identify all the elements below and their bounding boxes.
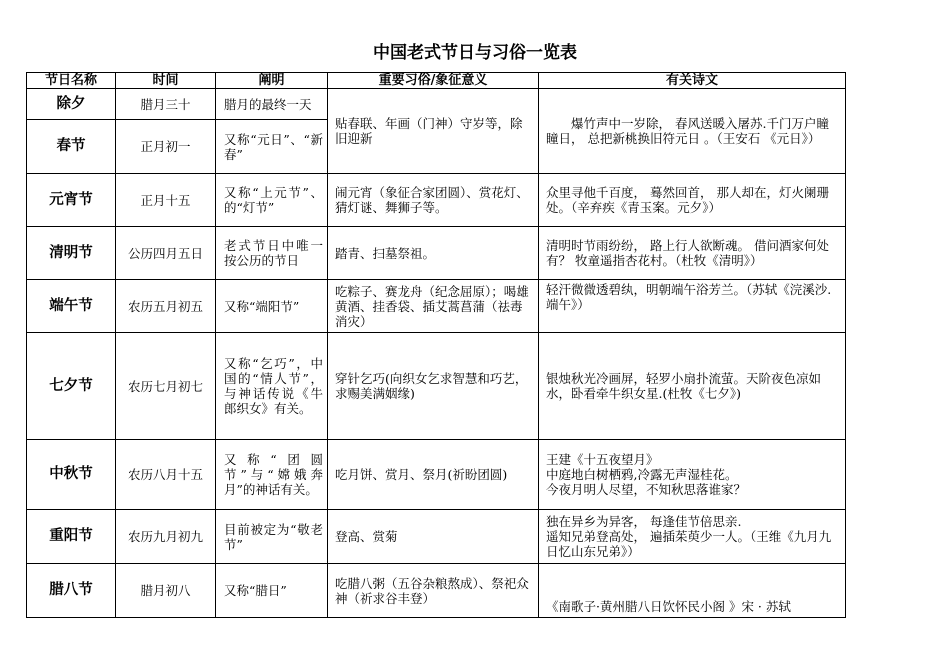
festival-time: 正月十五 [116, 174, 216, 227]
poem-line: 轻汗微微透碧纨，明朝端午浴芳兰。（苏轼《浣溪沙.端午》） [546, 282, 832, 312]
festival-desc: 又称“团圆节”与“嫦娥奔月”的神话有关。 [216, 440, 328, 510]
table-row [27, 280, 846, 333]
table-header-row [27, 73, 846, 89]
festival-poem [539, 174, 846, 227]
poem-line: 众里寻他千百度， 蓦然回首， 那人却在，灯火阑珊处。（辛弃疾《青玉案。元夕》） [546, 185, 829, 215]
festival-custom: 吃腊八粥（五谷杂粮熬成）、祭祀众神（祈求谷丰登） [328, 564, 539, 618]
festival-time: 腊月初八 [116, 564, 216, 618]
festival-desc: 腊月的最终一天 [216, 89, 328, 120]
table-row [27, 510, 846, 564]
table-row [27, 333, 846, 440]
festival-name: 除夕 [27, 89, 116, 120]
festival-desc: 又称“上元节”、的“灯节” [216, 174, 328, 227]
poem-line: 清明时节雨纷纷， 路上行人欲断魂。 借问酒家何处有？ 牧童遥指杏花村。（杜牧《清明》） [546, 238, 829, 268]
header-name: 节日名称 [27, 73, 116, 89]
festival-custom: 穿针乞巧(向织女乞求智慧和巧艺，求赐美满姻缘) [328, 333, 539, 440]
festival-name: 端午节 [27, 280, 116, 333]
festival-poem [539, 280, 846, 333]
page-title: 中国老式节日与习俗一览表 [373, 43, 577, 63]
festival-name: 重阳节 [27, 510, 116, 564]
festival-name: 春节 [27, 120, 116, 174]
festival-poem [539, 510, 846, 564]
table-row [27, 440, 846, 510]
festival-time: 农历五月初五 [116, 280, 216, 333]
table-row [27, 89, 846, 120]
poem-line: 今夜月明人尽望，不知秋思落谁家？ [546, 482, 747, 497]
festival-poem [539, 227, 846, 280]
festival-custom: 吃粽子、赛龙舟（纪念屈原）；喝雄黄酒、挂香袋、插艾蒿菖蒲（祛毒消灾） [328, 280, 539, 333]
festival-custom: 踏青、扫墓祭祖。 [328, 227, 539, 280]
header-desc: 阐明 [216, 73, 328, 89]
header-custom: 重要习俗/象征意义 [328, 73, 539, 89]
festival-poem [539, 564, 846, 618]
festival-desc: 老式节日中唯一按公历的节日 [216, 227, 328, 280]
poem-line: 遥知兄弟登高处， 遍插茱萸少一人。（王维《九月九日忆山东兄弟》） [546, 529, 832, 559]
table-row [27, 227, 846, 280]
festival-poem [539, 89, 846, 174]
header-poem: 有关诗文 [539, 73, 846, 89]
festival-time: 腊月三十 [116, 89, 216, 120]
festival-time: 正月初一 [116, 120, 216, 174]
poem-line: 独在异乡为异客， 每逢佳节倍思亲. [546, 514, 742, 529]
festival-desc: 目前被定为“敬老节” [216, 510, 328, 564]
festival-name: 元宵节 [27, 174, 116, 227]
poem-line: 《南歌子·黄州腊八日饮怀民小阁 》宋 · 苏轼 [546, 599, 791, 614]
festival-name: 腊八节 [27, 564, 116, 618]
festival-desc: 又称“腊日” [216, 564, 328, 618]
festival-time: 公历四月五日 [116, 227, 216, 280]
festival-name: 清明节 [27, 227, 116, 280]
header-time: 时间 [116, 73, 216, 89]
festival-name: 七夕节 [27, 333, 116, 440]
poem-line: 中庭地白树栖鸦,冷露无声湿桂花。 [546, 467, 738, 482]
table-row [27, 174, 846, 227]
festival-time: 农历九月初九 [116, 510, 216, 564]
festival-table [26, 72, 846, 618]
festival-custom: 登高、赏菊 [328, 510, 539, 564]
poem-line: 银烛秋光冷画屏，轻罗小扇扑流萤。天阶夜色凉如水，卧看牵牛织女星.(杜牧《七夕》) [546, 371, 822, 401]
festival-desc: 又称“元日”、“新春” [216, 120, 328, 174]
festival-custom: 吃月饼、赏月、祭月(祈盼团圆) [328, 440, 539, 510]
festival-custom: 贴春联、年画（门神）守岁等，除旧迎新 [328, 89, 539, 174]
festival-time: 农历八月十五 [116, 440, 216, 510]
festival-name: 中秋节 [27, 440, 116, 510]
festival-poem [539, 333, 846, 440]
festival-custom: 闹元宵（象征合家团圆）、赏花灯、猜灯谜、舞狮子等。 [328, 174, 539, 227]
festival-desc: 又称“乞巧”，中国的“情人节”，与神话传说《牛郎织女》有关。 [216, 333, 328, 440]
festival-poem [539, 440, 846, 510]
festival-time: 农历七月初七 [116, 333, 216, 440]
poem-line: 爆竹声中一岁除， 春风送暖入屠苏.千门万户瞳瞳日， 总把新桃换旧符元日 。（王安石 《元日》） [546, 116, 829, 146]
poem-line: 王建《十五夜望月》 [546, 452, 659, 467]
festival-desc: 又称“端阳节” [216, 280, 328, 333]
table-row [27, 564, 846, 618]
